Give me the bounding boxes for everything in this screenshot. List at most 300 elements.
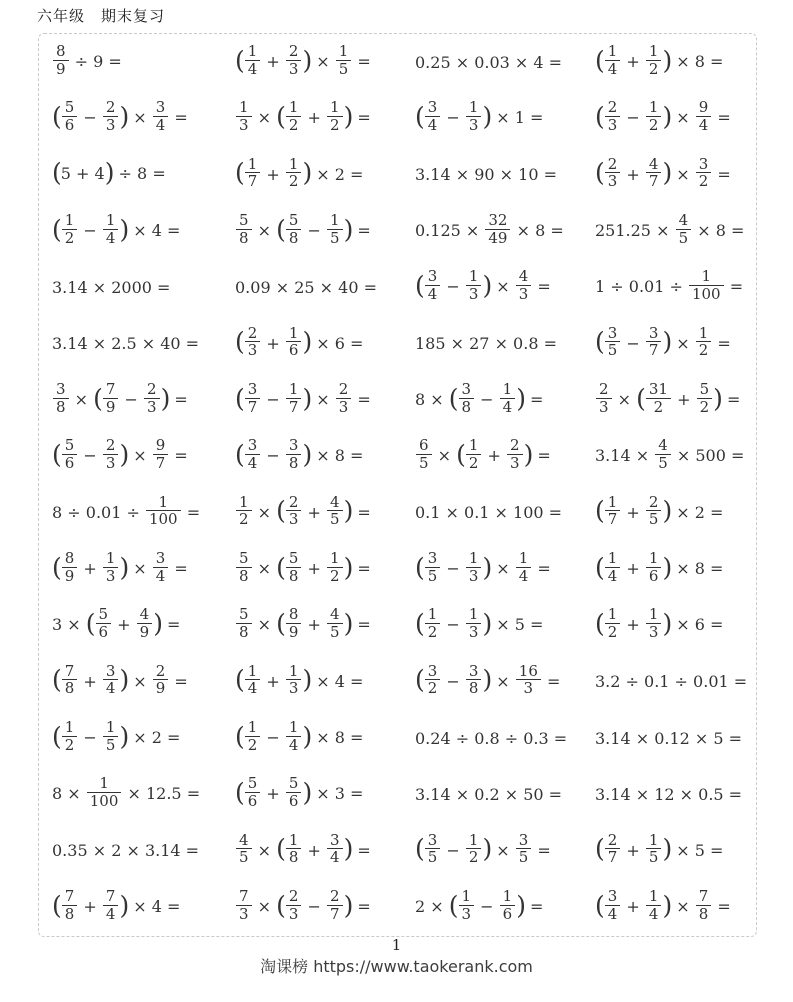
problem-r6-c1 [52,316,235,372]
math-expression: ( $\frac{3}{4}$ + $\frac{1}{4}$ ) × $\frac{7}{8}$ = [595,887,731,923]
paren: ) [302,158,312,188]
fraction: $\frac{7}{8}$ [696,888,712,923]
fraction: $\frac{1}{5}$ [646,832,662,867]
page-title: 六年级 期末复习 [37,9,166,25]
fraction: $\frac{4}{9}$ [137,606,153,641]
fraction: $\frac{7}{8}$ [62,663,78,698]
problem-r16-c2 [235,879,415,935]
problem-r14-c2 [235,766,415,822]
fraction: $\frac{31}{2}$ [646,381,671,416]
paren: ) [482,271,492,301]
fraction: $\frac{5}{8}$ [236,606,252,641]
paren: ) [482,102,492,132]
math-expression: 3.14 × 2.5 × 40 = [52,334,200,354]
paren: ( [52,214,61,244]
fraction: $\frac{1}{2}$ [236,494,252,529]
problem-r11-c1 [52,597,235,653]
problem-r13-c4 [595,710,756,766]
fraction: $\frac{4}{7}$ [646,156,662,191]
paren: ( [276,834,285,864]
fraction: $\frac{1}{3}$ [236,99,252,134]
problem-r7-c4 [595,372,756,428]
paren: ) [119,665,129,695]
math-expression: ( $\frac{3}{2}$ − $\frac{3}{8}$ ) × $\frac{16}{3}$ = [415,661,561,698]
problem-r5-c3 [415,259,595,315]
math-expression: $\frac{7}{3}$ × ( $\frac{2}{3}$ − $\frac{2}{7}$ ) = [235,890,371,925]
fraction: $\frac{3}{5}$ [425,550,441,585]
paren: ) [119,440,129,470]
math-expression: ( $\frac{2}{7}$ + $\frac{1}{5}$ ) × 5 = [595,830,724,867]
math-expression: 8 ÷ 0.01 ÷ $\frac{1}{100}$ = [52,492,201,529]
paren: ( [52,440,61,470]
paren: ) [516,383,525,413]
math-expression: ( $\frac{1}{2}$ − $\frac{1}{5}$ ) × 2 = [52,718,181,754]
fraction: $\frac{8}{9}$ [286,606,302,641]
paren: ) [662,158,672,188]
paren: ( [276,214,285,244]
math-expression: 0.35 × 2 × 3.14 = [52,841,200,861]
math-expression: 3 × ( $\frac{5}{6}$ + $\frac{4}{9}$ ) = [52,605,181,642]
fraction: $\frac{3}{7}$ [646,325,662,360]
paren: ( [52,552,61,582]
paren: ) [302,383,312,413]
math-expression: ( $\frac{7}{8}$ + $\frac{3}{4}$ ) × $\frac{2}{9}$ = [52,661,188,698]
math-expression: ( $\frac{3}{4}$ − $\frac{1}{3}$ ) × 1 = [415,98,544,135]
paren: ) [662,45,672,75]
fraction: $\frac{1}{100}$ [146,494,181,529]
fraction: $\frac{1}{6}$ [500,888,516,923]
problem-r3-c4 [595,147,756,203]
paren: ) [343,890,353,920]
problem-r10-c1 [52,541,235,597]
fraction: $\frac{2}{3}$ [245,325,261,360]
fraction: $\frac{2}{3}$ [286,494,302,529]
fraction: $\frac{2}{3}$ [286,888,302,923]
fraction: $\frac{1}{3}$ [466,99,482,134]
fraction: $\frac{1}{4}$ [245,43,261,78]
fraction: $\frac{6}{5}$ [416,437,432,472]
fraction: $\frac{4}{5}$ [655,437,671,472]
fraction: $\frac{2}{3}$ [596,381,612,416]
paren: ) [153,609,162,639]
paren: ) [119,214,129,244]
fraction: $\frac{5}{6}$ [245,775,261,810]
fraction: $\frac{1}{5}$ [327,212,343,247]
fraction: $\frac{1}{2}$ [696,325,712,360]
fraction: $\frac{9}{7}$ [153,437,169,472]
paren: ) [662,102,672,132]
fraction: $\frac{1}{3}$ [459,888,475,923]
fraction: $\frac{1}{2}$ [62,212,78,247]
fraction: $\frac{2}{3}$ [605,156,621,191]
problem-r9-c4 [595,485,756,541]
math-expression: 0.09 × 25 × 40 = [235,278,377,298]
problem-r13-c2 [235,710,415,766]
math-expression: 3.14 × 12 × 0.5 = [595,785,743,805]
paren: ) [662,609,672,639]
fraction: $\frac{1}{7}$ [605,494,621,529]
fraction: $\frac{1}{3}$ [466,606,482,641]
fraction: $\frac{1}{2}$ [466,832,482,867]
fraction: $\frac{5}{2}$ [697,381,713,416]
math-expression: $\frac{2}{3}$ × ( $\frac{31}{2}$ + $\frac{5}{2}$ ) = [595,383,740,418]
math-expression: 8 × ( $\frac{3}{8}$ − $\frac{1}{4}$ ) = [415,379,544,416]
fraction: $\frac{1}{4}$ [500,381,516,416]
math-expression: ( $\frac{1}{2}$ − $\frac{1}{4}$ ) × 8 = [235,718,364,754]
math-expression: ( $\frac{5}{6}$ − $\frac{2}{3}$ ) × $\frac{3}{4}$ = [52,98,188,135]
problem-r9-c1 [52,485,235,541]
problem-r12-c3 [415,654,595,710]
paren: ) [662,890,672,920]
fraction: $\frac{5}{8}$ [286,212,302,247]
problem-r11-c3 [415,597,595,653]
paren: ( [235,158,244,188]
paren: ) [482,609,492,639]
page-number: 1 [391,936,402,954]
problem-r5-c1 [52,259,235,315]
problems-container [38,33,757,937]
math-expression: (5 + 4) ÷ 8 = [52,158,166,188]
fraction: $\frac{1}{3}$ [466,550,482,585]
paren: ) [662,327,672,357]
math-expression: 0.25 × 0.03 × 4 = [415,52,563,72]
paren: ( [415,665,424,695]
fraction: $\frac{1}{4}$ [516,550,532,585]
math-expression: $\frac{8}{9}$ ÷ 9 = [52,45,122,80]
math-expression: 8 × $\frac{1}{100}$ × 12.5 = [52,774,201,811]
fraction: $\frac{5}{6}$ [62,99,78,134]
paren: ( [52,665,61,695]
paren: ) [343,552,353,582]
fraction: $\frac{3}{8}$ [459,381,475,416]
math-expression: 185 × 27 × 0.8 = [415,334,557,354]
math-expression: ( $\frac{3}{4}$ − $\frac{1}{3}$ ) × $\frac{4}{3}$ = [415,267,551,304]
paren: ( [52,721,61,751]
paren: ( [448,383,458,413]
problem-r4-c4 [595,203,756,259]
math-expression: ( $\frac{1}{2}$ + $\frac{1}{3}$ ) × 6 = [595,605,724,642]
math-expression: ( $\frac{2}{3}$ − $\frac{1}{2}$ ) × $\frac{9}{4}$ = [595,98,731,135]
fraction: $\frac{5}{6}$ [62,437,78,472]
fraction: $\frac{2}{9}$ [153,663,169,698]
fraction: $\frac{3}{4}$ [327,832,343,867]
paren: ( [276,890,285,920]
fraction: $\frac{2}{7}$ [327,888,343,923]
paren: ( [52,158,61,188]
math-expression: ( $\frac{1}{4}$ + $\frac{1}{2}$ ) × 8 = [595,41,724,78]
paren: ( [595,890,604,920]
problem-r14-c3 [415,766,595,822]
fraction: $\frac{5}{6}$ [286,775,302,810]
paren: ) [343,609,353,639]
problem-r15-c4 [595,823,756,879]
problem-r9-c2 [235,485,415,541]
fraction: $\frac{1}{3}$ [646,606,662,641]
fraction: $\frac{3}{4}$ [605,888,621,923]
math-expression: $\frac{5}{8}$ × ( $\frac{5}{8}$ + $\frac{1}{2}$ ) = [235,552,371,587]
fraction: $\frac{3}{4}$ [425,99,441,134]
paren: ) [302,327,312,357]
problem-r11-c4 [595,597,756,653]
paren: ) [662,552,672,582]
fraction: $\frac{1}{3}$ [466,268,482,303]
math-expression: 3.14 × 90 × 10 = [415,165,557,185]
fraction: $\frac{1}{8}$ [286,832,302,867]
paren: ) [119,721,129,751]
paren: ( [235,45,244,75]
problem-r6-c2 [235,316,415,372]
paren: ( [595,45,604,75]
problem-r4-c2 [235,203,415,259]
paren: ) [523,440,533,470]
paren: ( [235,778,244,808]
fraction: $\frac{3}{4}$ [425,268,441,303]
problem-r13-c1 [52,710,235,766]
fraction: $\frac{3}{4}$ [153,550,169,585]
fraction: $\frac{2}{3}$ [103,437,119,472]
fraction: $\frac{1}{2}$ [245,719,261,754]
paren: ) [343,214,353,244]
paren: ( [595,496,604,526]
fraction: $\frac{1}{2}$ [466,437,482,472]
fraction: $\frac{2}{3}$ [103,99,119,134]
problem-r16-c4 [595,879,756,935]
math-expression: ( $\frac{5}{6}$ + $\frac{5}{6}$ ) × 3 = [235,774,364,811]
problem-r12-c1 [52,654,235,710]
math-expression: ( $\frac{3}{5}$ − $\frac{1}{2}$ ) × $\frac{3}{5}$ = [415,830,551,867]
paren: ( [448,890,458,920]
problem-r3-c2 [235,147,415,203]
problem-r8-c1 [52,428,235,484]
fraction: $\frac{1}{4}$ [605,550,621,585]
fraction: $\frac{1}{4}$ [646,888,662,923]
paren: ( [415,609,424,639]
math-expression: 0.24 ÷ 0.8 ÷ 0.3 = [415,728,568,748]
fraction: $\frac{2}{3}$ [507,437,523,472]
paren: ) [343,496,353,526]
problem-r15-c2 [235,823,415,879]
problem-r16-c3 [415,879,595,935]
paren: ) [160,383,170,413]
fraction: $\frac{2}{3}$ [286,43,302,78]
fraction: $\frac{3}{5}$ [516,832,532,867]
fraction: $\frac{3}{8}$ [53,381,69,416]
paren: ) [482,552,492,582]
paren: ( [235,383,244,413]
math-expression: ( $\frac{3}{7}$ − $\frac{1}{7}$ ) × $\frac{2}{3}$ = [235,379,371,416]
problems-grid [39,34,756,936]
fraction: $\frac{2}{7}$ [605,832,621,867]
fraction: $\frac{3}{4}$ [103,663,119,698]
paren: ) [119,102,129,132]
problem-r15-c1 [52,823,235,879]
math-expression: ( $\frac{2}{3}$ + $\frac{4}{7}$ ) × $\frac{3}{2}$ = [595,154,731,191]
paren: ( [85,609,95,639]
paren: ( [595,609,604,639]
fraction: $\frac{3}{4}$ [153,99,169,134]
problem-r1-c1 [52,34,235,90]
fraction: $\frac{1}{2}$ [286,156,302,191]
paren: ) [119,552,129,582]
paren: ( [276,552,285,582]
fraction: $\frac{1}{2}$ [62,719,78,754]
fraction: $\frac{1}{6}$ [286,325,302,360]
fraction: $\frac{1}{3}$ [286,663,302,698]
problem-r1-c2 [235,34,415,90]
fraction: $\frac{4}{5}$ [327,494,343,529]
fraction: $\frac{4}{3}$ [516,268,532,303]
fraction: $\frac{8}{9}$ [62,550,78,585]
fraction: $\frac{1}{4}$ [286,719,302,754]
problem-r12-c4 [595,654,756,710]
paren: ( [276,496,285,526]
math-expression: ( $\frac{1}{7}$ + $\frac{1}{2}$ ) × 2 = [235,154,364,191]
page-footer [0,936,793,977]
math-expression: $\frac{3}{8}$ × ( $\frac{7}{9}$ − $\frac{2}{3}$ ) = [52,383,188,418]
fraction: $\frac{1}{4}$ [605,43,621,78]
fraction: $\frac{1}{100}$ [87,775,122,810]
paren: ( [52,890,61,920]
fraction: $\frac{2}{3}$ [144,381,160,416]
fraction: $\frac{3}{8}$ [466,663,482,698]
fraction: $\frac{3}{4}$ [245,437,261,472]
problem-r10-c2 [235,541,415,597]
math-expression: ( $\frac{8}{9}$ + $\frac{1}{3}$ ) × $\frac{3}{4}$ = [52,548,188,585]
problem-r9-c3 [415,485,595,541]
math-expression: ( $\frac{1}{2}$ − $\frac{1}{3}$ ) × 5 = [415,605,544,642]
fraction: $\frac{1}{2}$ [646,99,662,134]
fraction: $\frac{5}{6}$ [96,606,112,641]
fraction: $\frac{7}{8}$ [62,888,78,923]
math-expression: ( $\frac{3}{4}$ − $\frac{3}{8}$ ) × 8 = [235,436,364,473]
paren: ( [235,327,244,357]
math-expression: 3.14 × 2000 = [52,278,171,298]
fraction: $\frac{3}{2}$ [696,156,712,191]
footer-site-text: 淘课榜 https://www.taokerank.com [260,957,533,976]
fraction: $\frac{32}{49}$ [485,212,510,247]
paren: ) [302,45,312,75]
problem-r13-c3 [415,710,595,766]
paren: ) [482,834,492,864]
fraction: $\frac{3}{5}$ [425,832,441,867]
math-expression: ( $\frac{3}{5}$ − $\frac{1}{3}$ ) × $\frac{1}{4}$ = [415,548,551,585]
fraction: $\frac{5}{8}$ [236,212,252,247]
math-expression: 251.25 × $\frac{4}{5}$ × 8 = [595,210,745,247]
fraction: $\frac{4}{5}$ [676,212,692,247]
fraction: $\frac{1}{2}$ [425,606,441,641]
fraction: $\frac{1}{7}$ [286,381,302,416]
paren: ( [235,665,244,695]
fraction: $\frac{5}{8}$ [286,550,302,585]
fraction: $\frac{7}{4}$ [103,888,119,923]
fraction: $\frac{2}{5}$ [646,494,662,529]
problem-r5-c2 [235,259,415,315]
fraction: $\frac{7}{9}$ [103,381,119,416]
fraction: $\frac{1}{5}$ [103,719,119,754]
paren: ) [119,890,129,920]
math-expression: ( $\frac{1}{2}$ − $\frac{1}{4}$ ) × 4 = [52,210,181,247]
math-expression: ( $\frac{1}{4}$ + $\frac{1}{3}$ ) × 4 = [235,661,364,698]
paren: ) [302,778,312,808]
problem-r7-c3 [415,372,595,428]
math-expression: $\frac{4}{5}$ × ( $\frac{1}{8}$ + $\frac{3}{4}$ ) = [235,834,371,869]
math-expression: 0.125 × $\frac{32}{49}$ × 8 = [415,210,564,247]
math-expression: $\frac{1}{3}$ × ( $\frac{1}{2}$ + $\frac{1}{2}$ ) = [235,101,371,136]
math-expression: ( $\frac{2}{3}$ + $\frac{1}{6}$ ) × 6 = [235,323,364,360]
paren: ) [516,890,525,920]
fraction: $\frac{1}{4}$ [245,663,261,698]
problem-r8-c3 [415,428,595,484]
fraction: $\frac{3}{2}$ [425,663,441,698]
problem-r11-c2 [235,597,415,653]
fraction: $\frac{1}{4}$ [103,212,119,247]
problem-r3-c1 [52,147,235,203]
fraction: $\frac{1}{7}$ [245,156,261,191]
math-expression: 3.14 × $\frac{4}{5}$ × 500 = [595,436,745,473]
paren: ( [456,440,465,470]
problem-r15-c3 [415,823,595,879]
fraction: $\frac{2}{3}$ [605,99,621,134]
problem-r4-c3 [415,203,595,259]
problem-r2-c2 [235,90,415,146]
paren: ( [415,834,424,864]
paren: ( [595,327,604,357]
fraction: $\frac{4}{5}$ [327,606,343,641]
problem-r5-c4 [595,259,756,315]
math-expression: ( $\frac{7}{8}$ + $\frac{7}{4}$ ) × 4 = [52,887,181,923]
problem-r6-c3 [415,316,595,372]
problem-r6-c4 [595,316,756,372]
problem-r12-c2 [235,654,415,710]
fraction: $\frac{1}{3}$ [103,550,119,585]
paren: ( [415,552,424,582]
math-expression: 3.14 × 0.12 × 5 = [595,728,743,748]
paren: ) [343,834,353,864]
math-expression: ( $\frac{1}{4}$ + $\frac{1}{6}$ ) × 8 = [595,548,724,585]
fraction: $\frac{1}{2}$ [646,43,662,78]
problem-r2-c4 [595,90,756,146]
math-expression: ( $\frac{5}{6}$ − $\frac{2}{3}$ ) × $\frac{9}{7}$ = [52,436,188,473]
paren: ( [595,552,604,582]
problem-r8-c4 [595,428,756,484]
math-expression: ( $\frac{3}{5}$ − $\frac{3}{7}$ ) × $\frac{1}{2}$ = [595,323,731,360]
paren: ( [93,383,102,413]
paren: ) [662,496,672,526]
fraction: $\frac{3}{7}$ [245,381,261,416]
paren: ) [302,665,312,695]
fraction: $\frac{5}{8}$ [236,550,252,585]
math-expression: 0.1 × 0.1 × 100 = [415,503,563,523]
problem-r2-c1 [52,90,235,146]
paren: ) [482,665,492,695]
paren: ( [415,271,424,301]
paren: ( [595,102,604,132]
paren: ( [235,440,244,470]
problem-r8-c2 [235,428,415,484]
fraction: $\frac{1}{6}$ [646,550,662,585]
fraction: $\frac{9}{4}$ [696,99,712,134]
math-expression: $\frac{5}{8}$ × ( $\frac{5}{8}$ − $\frac{1}{5}$ ) = [235,214,371,249]
paren: ( [636,383,645,413]
problem-r10-c3 [415,541,595,597]
problem-r3-c3 [415,147,595,203]
math-expression: ( $\frac{1}{7}$ + $\frac{2}{5}$ ) × 2 = [595,492,724,529]
problem-r1-c3 [415,34,595,90]
paren: ) [662,834,672,864]
fraction: $\frac{3}{8}$ [286,437,302,472]
paren: ) [713,383,722,413]
problem-r10-c4 [595,541,756,597]
